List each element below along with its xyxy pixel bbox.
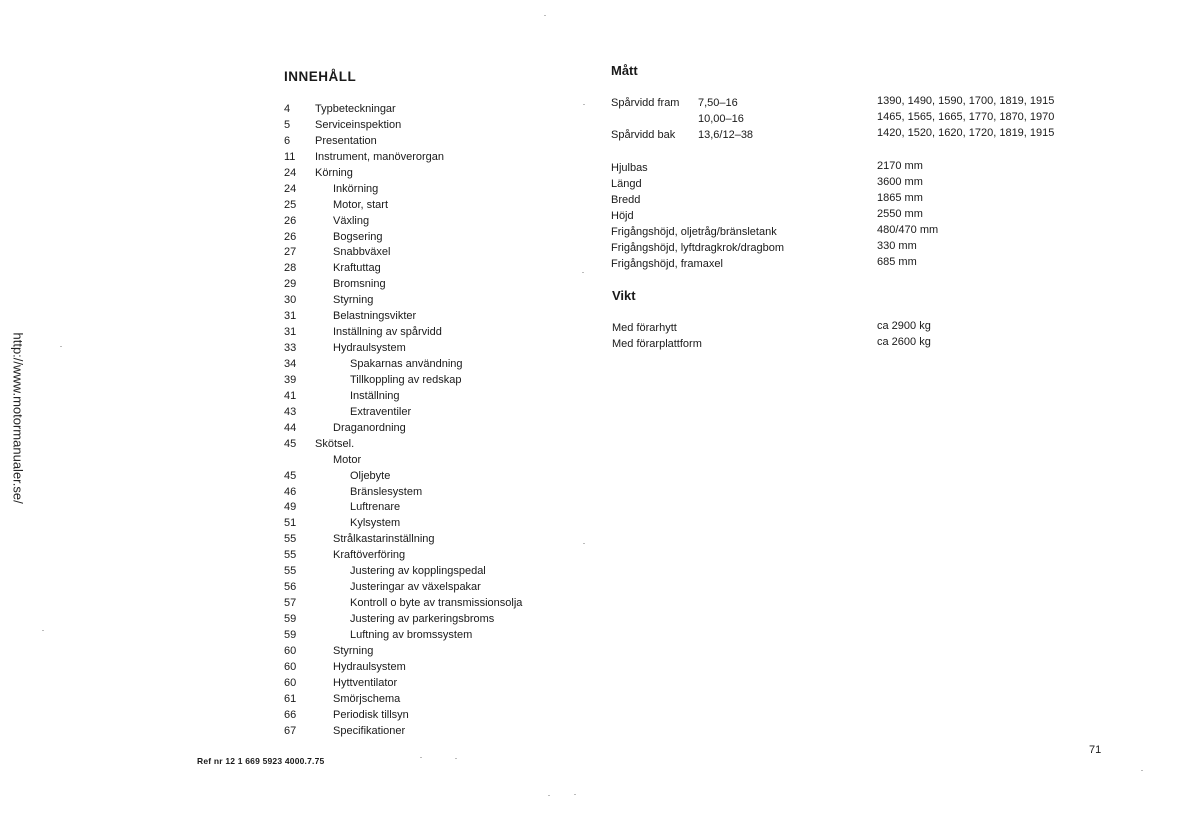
page-number: 71 — [1089, 744, 1102, 756]
toc-item — [284, 182, 584, 198]
toc-page-number: 5 — [284, 118, 291, 131]
toc-item — [284, 532, 584, 548]
sparvidd-bak-value: 1420, 1520, 1620, 1720, 1819, 1915 — [877, 127, 1055, 139]
toc-label: Körning — [315, 166, 353, 179]
toc-page-number: 24 — [284, 182, 297, 195]
toc-page-number: 30 — [284, 294, 297, 307]
scan-speck — [583, 543, 585, 544]
toc-label: Skötsel. — [315, 437, 355, 450]
toc-label: Tillkoppling av redskap — [350, 373, 462, 386]
toc-page-number: 59 — [284, 628, 297, 641]
toc-item — [284, 580, 584, 596]
toc-page-number: 11 — [284, 150, 296, 163]
toc-label: Luftning av bromssystem — [350, 628, 473, 641]
toc-label: Kraftuttag — [333, 262, 381, 275]
toc-page-number: 33 — [284, 342, 297, 355]
vikt-title: Vikt — [612, 288, 636, 303]
sparvidd-bak-label: Spårvidd bak — [611, 129, 676, 141]
toc-page-number: 26 — [284, 214, 297, 227]
toc-list — [284, 102, 584, 740]
matt-title: Mått — [611, 63, 638, 78]
scan-speck — [582, 272, 584, 273]
toc-item — [284, 708, 584, 724]
toc-page-number: 44 — [284, 421, 297, 434]
toc-label: Motor, start — [333, 198, 389, 211]
toc-label: Kylsystem — [350, 517, 401, 530]
toc-label: Belastningsvikter — [333, 310, 417, 323]
toc-item — [284, 421, 584, 437]
toc-page-number: 61 — [284, 692, 297, 705]
dimension-label: Hjulbas — [611, 162, 648, 174]
toc-page-number: 43 — [284, 405, 297, 418]
toc-label: Instrument, manöverorgan — [315, 150, 445, 163]
toc-label: Oljebyte — [350, 469, 391, 482]
sparvidd-fram-value-2: 1465, 1565, 1665, 1770, 1870, 1970 — [877, 111, 1055, 123]
toc-page-number: 29 — [284, 278, 297, 291]
weight-value: ca 2900 kg — [877, 320, 931, 332]
toc-page-number: 59 — [284, 613, 297, 625]
toc-item — [284, 500, 584, 516]
toc-label: Inkörning — [333, 182, 379, 195]
toc-item — [284, 724, 584, 740]
toc-item — [284, 150, 584, 166]
side-url-watermark: http://www.motormanualer.se/ — [10, 332, 26, 504]
toc-label: Strålkastarinställning — [333, 533, 435, 546]
toc-page-number: 55 — [284, 533, 297, 546]
toc-page-number: 46 — [284, 485, 297, 498]
toc-item — [284, 357, 584, 373]
scan-speck — [544, 15, 546, 16]
toc-item — [284, 676, 584, 692]
toc-label: Bromsning — [333, 278, 386, 291]
toc-item — [284, 293, 584, 309]
toc-item — [284, 325, 584, 341]
toc-label: Justering av parkeringsbroms — [350, 613, 495, 625]
scan-speck — [455, 758, 457, 759]
toc-page-number: 60 — [284, 676, 297, 689]
toc-page-number: 67 — [284, 724, 297, 737]
toc-item — [284, 564, 584, 580]
dimension-label: Bredd — [611, 194, 641, 206]
toc-page-number: 60 — [284, 660, 297, 673]
toc-item — [284, 198, 584, 214]
scan-speck — [42, 630, 44, 631]
toc-item — [284, 485, 584, 501]
toc-item — [284, 166, 584, 182]
toc-page-number: 25 — [284, 198, 297, 211]
scan-speck — [548, 795, 550, 796]
toc-label: Styrning — [333, 294, 374, 307]
toc-page-number: 66 — [284, 708, 297, 721]
toc-page-number: 24 — [284, 166, 297, 179]
toc-item — [284, 628, 584, 644]
toc-label: Bränslesystem — [350, 485, 423, 498]
toc-item — [284, 437, 584, 453]
toc-item — [284, 644, 584, 660]
toc-page-number: 39 — [284, 373, 297, 386]
toc-item — [284, 373, 584, 389]
scan-speck — [60, 346, 62, 347]
sparvidd-fram-label: Spårvidd fram — [611, 97, 680, 109]
toc-page-number: 28 — [284, 262, 297, 275]
toc-item — [284, 453, 584, 469]
toc-page-number: 51 — [284, 517, 297, 530]
toc-item — [284, 660, 584, 676]
weight-label: Med förarhytt — [612, 322, 677, 334]
dimension-label: Frigångshöjd, lyftdragkrok/dragbom — [611, 242, 785, 254]
toc-label: Draganordning — [333, 421, 406, 434]
toc-label: Specifikationer — [333, 724, 406, 737]
dimension-value: 685 mm — [877, 256, 917, 268]
dimension-value: 1865 mm — [877, 192, 923, 204]
scan-speck — [583, 104, 585, 105]
toc-label: Typbeteckningar — [315, 103, 396, 115]
toc-label: Serviceinspektion — [315, 118, 402, 131]
toc-page-number: 27 — [284, 246, 297, 259]
sparvidd-fram-size-2: 10,00–16 — [698, 113, 744, 125]
toc-label: Smörjschema — [333, 692, 401, 705]
toc-label: Kraftöverföring — [333, 549, 406, 562]
scan-speck — [1141, 770, 1143, 771]
scan-speck — [420, 757, 422, 758]
toc-page-number: 45 — [284, 437, 297, 450]
toc-item — [284, 118, 584, 134]
toc-label: Presentation — [315, 134, 377, 147]
scan-speck — [574, 794, 576, 795]
toc-item — [284, 548, 584, 564]
toc-item — [284, 612, 584, 628]
toc-item — [284, 341, 584, 357]
toc-label: Luftrenare — [350, 501, 401, 514]
toc-label: Inställning av spårvidd — [333, 326, 442, 339]
toc-label: Justeringar av växelspakar — [350, 581, 481, 594]
dimension-value: 480/470 mm — [877, 224, 939, 236]
toc-item — [284, 389, 584, 405]
toc-page-number: 6 — [284, 134, 291, 147]
dimension-value: 3600 mm — [877, 176, 923, 188]
weight-value: ca 2600 kg — [877, 336, 931, 348]
toc-item — [284, 277, 584, 293]
toc-page-number: 34 — [284, 358, 297, 370]
toc-label: Hydraulsystem — [333, 660, 406, 673]
sparvidd-bak-size: 13,6/12–38 — [698, 129, 754, 141]
dimension-label: Höjd — [611, 210, 634, 222]
toc-label: Extraventiler — [350, 405, 412, 418]
toc-label: Hyttventilator — [333, 676, 398, 689]
toc-label: Motor — [333, 453, 362, 466]
toc-label: Kontroll o byte av transmissionsolja — [350, 597, 523, 610]
toc-page-number: 60 — [284, 644, 297, 657]
toc-label: Inställning — [350, 389, 400, 402]
dimension-value: 330 mm — [877, 240, 917, 252]
toc-label: Justering av kopplingspedal — [350, 565, 486, 578]
toc-item — [284, 516, 584, 532]
toc-label: Periodisk tillsyn — [333, 708, 409, 721]
toc-item — [284, 596, 584, 612]
toc-label: Spakarnas användning — [350, 358, 463, 370]
toc-page-number: 49 — [284, 501, 297, 514]
weight-label: Med förarplattform — [612, 338, 702, 350]
toc-item — [284, 102, 584, 118]
toc-page-number: 56 — [284, 581, 297, 594]
toc-item — [284, 469, 584, 485]
toc-label: Hydraulsystem — [333, 342, 406, 355]
dimension-value: 2170 mm — [877, 160, 923, 172]
toc-label: Växling — [333, 214, 370, 227]
toc-item — [284, 214, 584, 230]
toc-item — [284, 261, 584, 277]
toc-page-number: 31 — [284, 326, 297, 339]
toc-page-number: 26 — [284, 230, 297, 243]
toc-page-number: 45 — [284, 469, 297, 482]
toc-item — [284, 405, 584, 421]
dimension-label: Frigångshöjd, oljetråg/bränsletank — [611, 226, 777, 238]
toc-label: Styrning — [333, 644, 374, 657]
dimension-value: 2550 mm — [877, 208, 923, 220]
toc-item — [284, 692, 584, 708]
toc-label: Snabbväxel — [333, 246, 391, 259]
toc-page-number: 55 — [284, 549, 297, 562]
toc-item — [284, 230, 584, 246]
toc-item — [284, 309, 584, 325]
toc-page-number: 41 — [284, 389, 297, 402]
sparvidd-fram-size-1: 7,50–16 — [698, 97, 738, 109]
toc-page-number: 4 — [284, 103, 291, 115]
toc-page-number: 31 — [284, 310, 297, 323]
dimension-label: Frigångshöjd, framaxel — [611, 258, 723, 270]
toc-page-number: 57 — [284, 597, 297, 610]
toc-label: Bogsering — [333, 230, 383, 243]
sparvidd-fram-value-1: 1390, 1490, 1590, 1700, 1819, 1915 — [877, 95, 1055, 107]
toc-title: INNEHÅLL — [284, 69, 357, 84]
toc-item — [284, 245, 584, 261]
dimension-label: Längd — [611, 178, 642, 190]
toc-item — [284, 134, 584, 150]
toc-page-number: 55 — [284, 565, 297, 578]
reference-number: Ref nr 12 1 669 5923 4000.7.75 — [197, 756, 325, 766]
